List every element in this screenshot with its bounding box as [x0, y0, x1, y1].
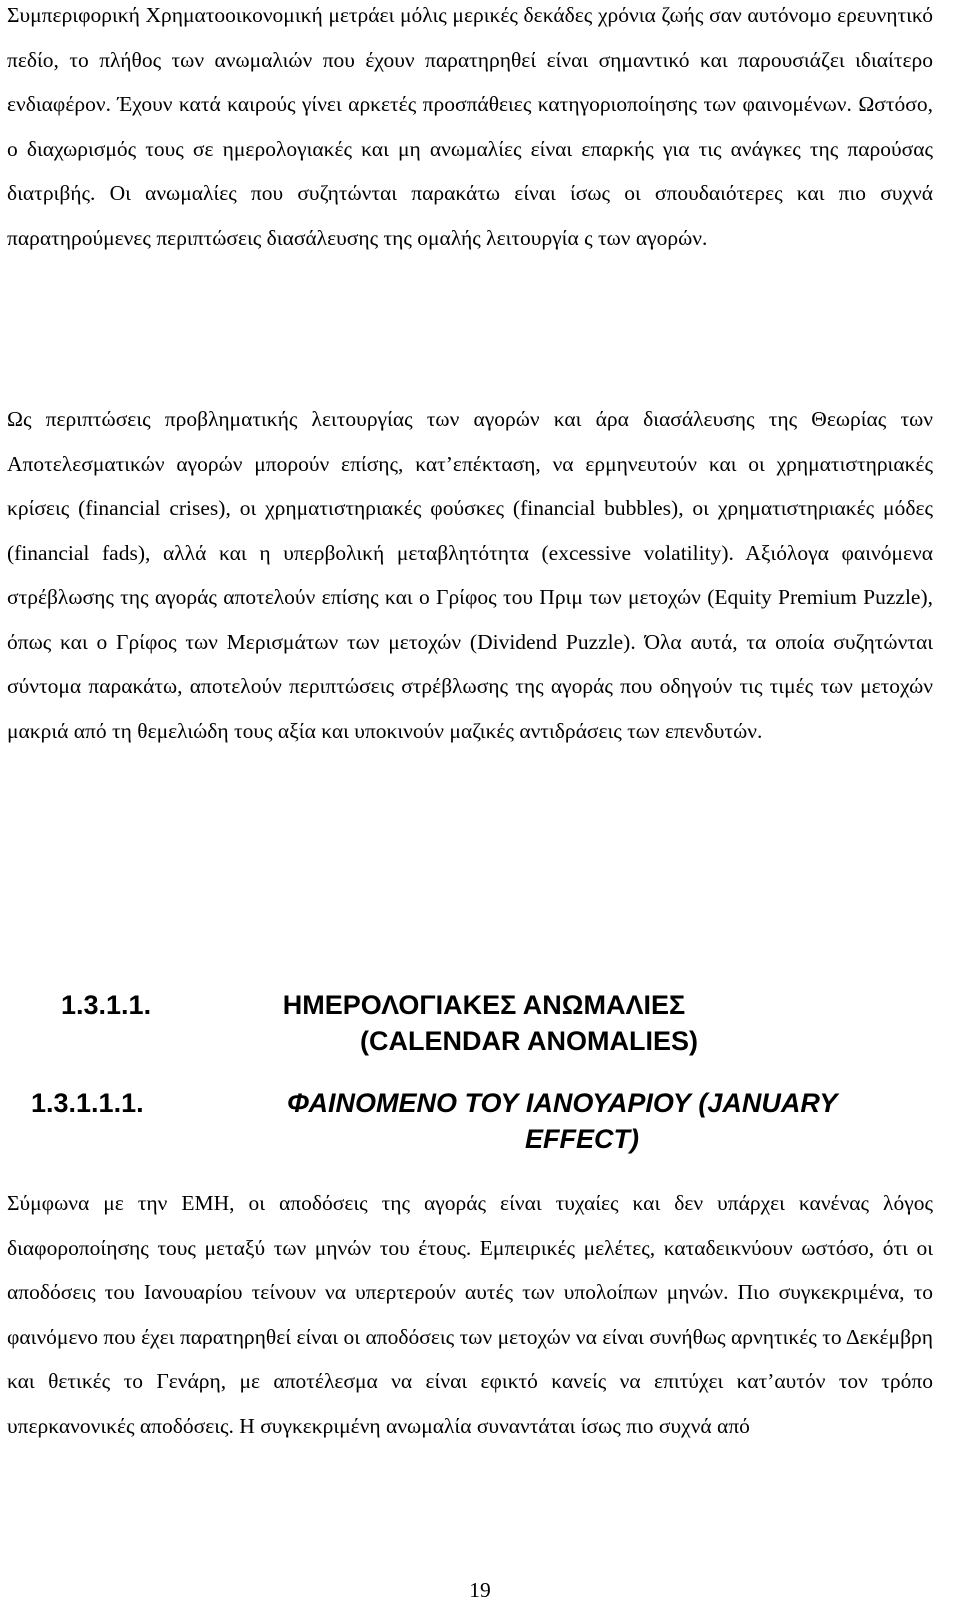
- section-title: [270, 987, 698, 1059]
- subsection-title-line2: EFFECT): [525, 1124, 639, 1154]
- subsection-number: 1.3.1.1.1.: [31, 1088, 144, 1118]
- section-title-line1: ΗΜΕΡΟΛΟΓΙΑΚΕΣ ΑΝΩΜΑΛΙΕΣ: [282, 990, 686, 1020]
- subsection-title-line1: ΦΑΙΝΟΜΕΝΟ ΤΟΥ ΙΑΝΟΥΑΡΙΟΥ (JANUARY: [287, 1088, 838, 1118]
- section-number: 1.3.1.1.: [61, 990, 152, 1020]
- paragraph-market-distortions: Ως περιπτώσεις προβληματικής λειτουργίας των αγορών και άρα διασάλευσης της Θεωρίας των Αποτελεσματικών αγορών μπορούν επίσης, κατ’επέκταση, να ερμηνευτούν και οι χρηματιστηριακές κρίσεις (financial crises), οι χρηματιστηριακές φούσκες (financial bubbles), οι χρηματιστηριακές μόδες (financial fads), αλλά και η υπερβολική μεταβλητότητα (excessive volatility). Αξιόλογα φαινόμενα στρέβλωσης της αγοράς αποτελούν επίσης και ο Γρίφος του Πριμ των μετοχών (Equity Premium Puzzle), όπως και ο Γρίφος των Μερισμάτων των μετοχών (Dividend Puzzle). Όλα αυτά, τα οποία συζητώνται σύντομα παρακάτω, αποτελούν περιπτώσεις στρέβλωσης της αγοράς που οδηγούν τις τιμές των μετοχών μακριά από τη θεμελιώδη τους αξία και υποκινούν μαζικές αντιδράσεις των επενδυτών.: [7, 407, 933, 743]
- page-number: 19: [469, 1578, 491, 1602]
- section-title-line2: (CALENDAR ANOMALIES): [360, 1026, 698, 1056]
- subsection-title: [287, 1085, 837, 1157]
- paragraph-january-effect: Σύμφωνα με την ΕΜΗ, οι αποδόσεις της αγοράς είναι τυχαίες και δεν υπάρχει κανένας λόγος διαφοροποίησης τους μεταξύ των μηνών του έτους. Εμπειρικές μελέτες, καταδεικνύουν ωστόσο, ότι οι αποδόσεις του Ιανουαρίου τείνουν να υπερτερούν αυτές των υπολοίπων μηνών. Πιο συγκεκριμένα, το φαινόμενο που έχει παρατηρηθεί είναι οι αποδόσεις των μετοχών να είναι συνήθως αρνητικές το Δεκέμβρη και θετικές το Γενάρη, με αποτέλεσμα να είναι εφικτό κανείς να επιτύχει κατ’αυτόν τον τρόπο υπερκανονικές αποδόσεις. Η συγκεκριμένη ανωμαλία συναντάται ίσως πιο συχνά από: [7, 1191, 933, 1438]
- paragraph-behavioral-finance-anomalies: Συμπεριφορική Χρηματοοικονομική μετράει μόλις μερικές δεκάδες χρόνια ζωής σαν αυτόνομο ερευνητικό πεδίο, το πλήθος των ανωμαλιών που έχουν παρατηρηθεί είναι σημαντικό και παρουσιάζει ιδιαίτερο ενδιαφέρον. Έχουν κατά καιρούς γίνει αρκετές προσπάθειες κατηγοριοποίησης των φαινομένων. Ωστόσο, ο διαχωρισμός τους σε ημερολογιακές και μη ανωμαλίες είναι επαρκής για τις ανάγκες της παρούσας διατριβής. Οι ανωμαλίες που συζητώνται παρακάτω είναι ίσως οι σπουδαιότερες και πιο συχνά παρατηρούμενες περιπτώσεις διασάλευσης της ομαλής λειτουργία ς των αγορών.: [7, 3, 933, 250]
